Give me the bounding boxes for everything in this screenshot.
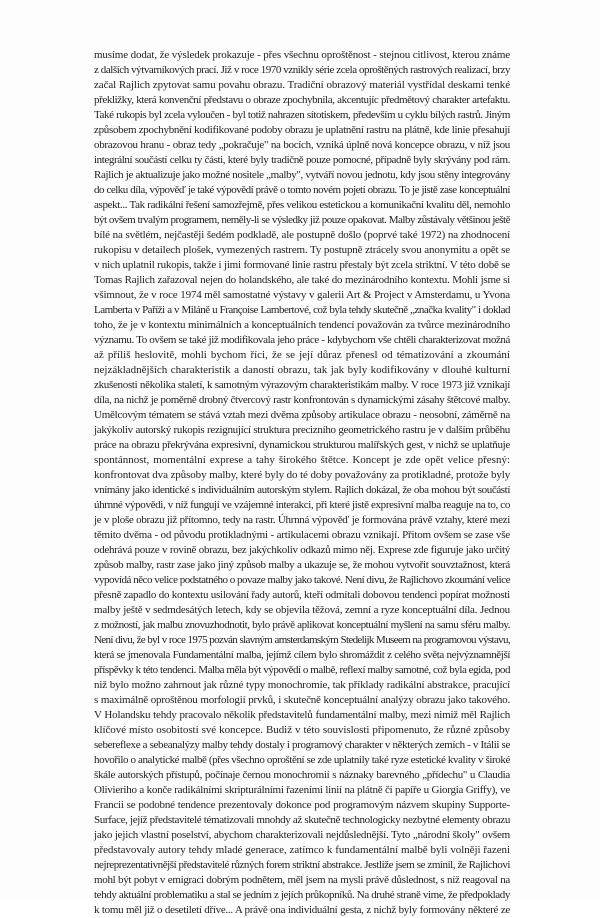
text-line: Umělcovým tématem se stává vztah mezi dvěma způsoby artikulace obrazu - neosobní, záměrně na — [94, 409, 510, 421]
text-line: představovaly autory tehdy mladé generace, zatímco k fundamentální malbě byli volněji řazeni — [94, 844, 510, 856]
text-line: úhrnné výpovědi, v níž fungují ve vzájemné interakci, při které jistě expresivní malba reaguje na to, co — [94, 499, 510, 511]
text-line: klíčové místo osobitostí své koncepce. Budiž v této souvislosti připomenuto, že různé způsoby — [94, 724, 510, 736]
text-line: překližky, která konvenční představu o obraze zpochybnila, akcentujíc předmětový charakter artefaktu. — [94, 94, 510, 106]
text-line: způsobem zpochybnění kodifikované podoby obrazu je uplatnění rastru na plátně, kde linie přesahují — [94, 124, 510, 136]
text-line: práce na obrazu překrývána expresivní, dynamickou strukturou malířských gest, v nichž se uplatňuje — [94, 439, 510, 451]
text-line: V Holandsku tehdy pracovalo několik představitelů fundamentální malby, mezi nimiž měl Rajlich — [94, 709, 510, 721]
text-line: být ovšem trvalým programem, neměly-li se výsledky již pouze opakovat. Malby zůstávaly většinou ještě — [94, 214, 510, 226]
text-line: všimnout, že v roce 1974 měl samostatné výstavy v galerii Art & Project v Amsterdamu, u Yvona — [94, 289, 510, 301]
text-line: významu. To ovšem se také již modifikovala jeho práce - kdybychom vše chtěli charakterizovat možná — [94, 334, 510, 346]
text-line: odehrává pouze v rovině obrazu, bez jakýchkoliv odkazů mimo něj. Exprese zde figuruje jako určitý — [94, 544, 510, 556]
text-line: z možností, jak malbu znovuzhodnotit, bylo právě aplikovat konceptuální myšlení na samu sféru malby. — [94, 619, 510, 631]
text-line: jakýkoliv autorský rukopis rezignující struktura precizního geometrického rastru je v dalším průběhu — [94, 424, 510, 436]
text-line: Také rukopis byl zcela vyloučen - byl totiž nahrazen sítotiskem, především u cyklu bílých rastrů. Jiným — [94, 109, 510, 121]
text-line: tehdy aktuální problematiku a stal se jedním z jejích průkopníků. Na druhé straně vime, že předpoklady — [94, 889, 510, 901]
text-line: Lamberta v Paříži a v Miláně u Françoise Lambertové, což byla tehdy skutečně „značka kvality" i doklad — [94, 304, 510, 316]
text-line: škále autorských přístupů, počínaje černou monochromií s náznaky barevného „přídechu" u Claudia — [94, 769, 510, 781]
text-line: zkušenosti několika staletí, k samotným výrazovým charakteristikám malby. V roce 1973 již vznikají — [94, 379, 510, 391]
text-line: sebereflexe a sebeanalýzy malby tehdy dostaly i programový charakter v některých zemích - v Itálii se — [94, 739, 510, 751]
text-line: musíme dodat, že výsledek prokazuje - přes všechnu oproštěnost - stejnou citlivost, kterou známe — [94, 49, 510, 61]
text-line: z dalších výtvarníkových prací. Již v roce 1970 vznikly série zcela oproštěných rastrových realizací, brzy — [94, 64, 510, 76]
text-line: díla, na nichž je poměrně drobný čtvercový rastr konfrontován s dynamickými zásahy štětcové malby. — [94, 394, 510, 406]
text-line: integrální součástí celku ty části, které byly tradičně pouze pomocné, případně byly skrývány pod rám. — [94, 154, 510, 166]
text-line: nejzákladnějších charakteristik a daností obrazu, tak jak byly kodifikovány v dlouhé kulturní — [94, 364, 510, 376]
text-line: Olivieriho a konče radikálními skripturálními řazeními linií na plátně či papíře u Giorgia Griffy), ve — [94, 784, 510, 796]
text-line: která se jmenovala Fundamentální malba, jejímž cílem bylo shromáždit z celého světa nejvýznamnější — [94, 649, 510, 661]
text-line: rukopisu v detailech plošek, vymezených rastrem. Ty postupně ztrácely svou anonymitu a opět se — [94, 244, 510, 256]
body-text — [94, 48, 510, 918]
text-line: vypovídá něco velice podstatného o povaze malby jako takové. Není divu, že Rajlichovo zkoumání velice — [94, 574, 510, 586]
text-line: v nich uplatnil rukopis, takže i jimi formované linie rastru přestaly být zcela striktní. V této době se — [94, 259, 510, 271]
text-line: s maximálně oproštěnou morfologií prvků, i skutečně konceptuální analýzy obrazu jako takového. — [94, 694, 510, 706]
text-line: přesně zapadlo do kontextu usilování řady autorů, kteří odmítali dobovou tendenci popírat možnosti — [94, 589, 510, 601]
text-line: Tomas Rajlich zařazoval nejen do holandského, ale také do mezinárodního kontextu. Mohli jsme si — [94, 274, 510, 286]
text-line: hovořilo o analytické malbě (přes všechno oproštění se zde uplatnily také ryze estetické kvality v široké — [94, 754, 510, 766]
text-line: Francii se podobné tendence prezentovaly dokonce pod programovým názvem skupiny Supporte- — [94, 799, 510, 811]
text-line: nejreprezentativnější představitelé různých forem striktní abstrakce. Jestliže jsem se zmínil, že Rajlichovi — [94, 859, 510, 871]
text-line: aspekt... Tak radikální řešení samozřejmě, přes velikou estetickou a komunikační kvalitu děl, nemohlo — [94, 199, 510, 211]
text-line: je v ploše obrazu již přítomno, tedy na rastr. Úhrnná výpověď je formována právě vztahy, které mezi — [94, 514, 510, 526]
text-line: mohl být pobyt v emigraci dobrým podnětem, měl jsem na mysli právě důslednost, s níž reagoval na — [94, 874, 510, 886]
text-line: těmito dvěma - od původu protikladnými - artikulacemi obrazu vznikají. Přitom ovšem se zase vše — [94, 529, 510, 541]
text-line: Surface, jejíž představitelé tématizovali mnohdy až skutečně technologicky nezbytné elementy obrazu — [94, 814, 510, 826]
text-line: do celku díla, výpověď je také výpovědí právě o tomto novém pojetí obrazu. To je jistě zase konceptuální — [94, 184, 510, 196]
text-line: Rajlich je aktualizuje jako možné nositele „malby", vytváří novou jednotu, kdy jsou stěny integrovány — [94, 169, 510, 181]
text-line: toho, že je v kontextu minimálních a konceptuálních tendencí považován za tvůrce mezinárodního — [94, 319, 510, 331]
text-line: příspěvky k této tendenci. Malba měla být výpovědí o malbě, reflexí malby samotné, což byla egida, pod — [94, 664, 510, 676]
text-line: obrazovou hranu - obraz tedy „pokračuje" na bocích, vzniká úplně nová koncepce obrazu, v níž jsou — [94, 139, 510, 151]
text-line: začal Rajlich zpytovat samu povahu obrazu. Tradiční obrazový materiál vystřídal deskami tenké — [94, 79, 510, 91]
text-line: konfrontovat dva způsoby malby, které byly do té doby považovány za protikladné, protože byly — [94, 469, 511, 481]
text-line: Není divu, že byl v roce 1975 pozván slavným amsterdamským Stedelijk Museem na programovou výstavu, — [94, 634, 510, 646]
text-line: jako jejich vlastní poselství, abychom charakterizovali nejdůslednější. Tyto „národní školy" ovšem — [94, 829, 510, 841]
text-line: až příliš heslovitě, mohli bychom říci, že se její důraz přenesl od tématizování a zkoumání — [94, 349, 510, 361]
text-line: k tomu měl již o desetiletí dříve... A právě ona individuální gesta, z nichž byly formovány některé ze — [94, 904, 510, 916]
text-line: spontánnost, momentální exprese a tahy širokého štětce. Koncept je zde opět velice přesný: — [94, 454, 510, 466]
text-line: malby ještě v sedmdesátých letech, kdy se objevila těžová, zemní a ryze konceptuální díla. Jednou — [94, 604, 510, 616]
text-line: způsob malby, rastr zase jako jiný způsob malby a ukazuje se, že mohou vytvořit souvztažnost, která — [94, 559, 510, 571]
text-line: vnímány jako identické s individuálním autorským stylem. Rajlich dokázal, že oba mohou být součástí — [94, 484, 510, 496]
text-line: niž bylo možno zahrnout jak různé typy monochromie, tak příklady radikální abstrakce, pracující — [94, 679, 510, 691]
text-line: bílé na světlém, nejčastěji šedém podkladě, ale postupně došlo (poprvé také 1972) na zhodnocení — [94, 229, 510, 241]
